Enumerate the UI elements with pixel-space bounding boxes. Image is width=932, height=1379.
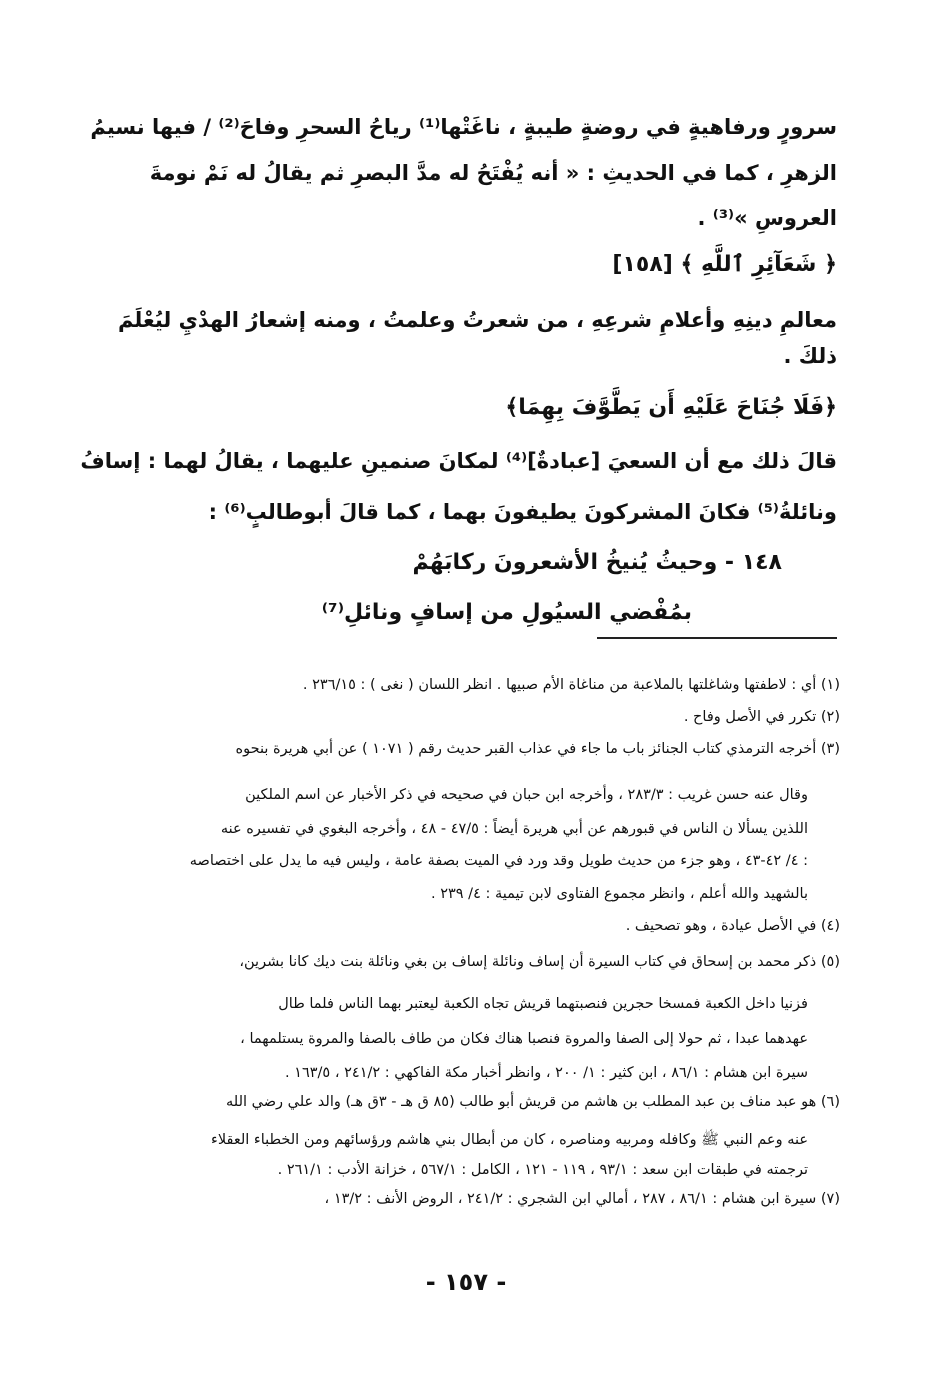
poem-verse-1: ١٤٨ - وحيثُ يُنيخُ الأشعرونَ ركابَهُمْ — [412, 550, 782, 575]
footnote-3-cont-4: بالشهيد والله أعلم ، وانظر مجموع الفتاوى لابن تيمية : ٤/ ٢٣٩ . — [430, 886, 808, 902]
body-line-1: سرورٍ ورفاهيةٍ في روضةٍ طيبةٍ ، ناغَتْها⁽¹⁾ رياحُ السحرِ وفاحَ⁽²⁾ / فيها نسيمُ — [90, 115, 837, 139]
footnote-1: (١) أي : لاطفتها وشاغلتها بالملاعبة من مناغاة الأم صبيها . انظر اللسان ( نغى ) : ٢٣٦/١٥ . — [302, 677, 840, 693]
footnote-5: (٥) ذكر محمد بن إسحاق في كتاب السيرة أن إساف ونائلة إساف بن بغي ونائلة بنت ديك كانا بشرين، — [239, 954, 840, 970]
footnote-5-cont-1: فزنيا داخل الكعبة فمسخا حجرين فنصبتهما قريش تجاه الكعبة ليعتبر بهما الناس فلما طال — [278, 996, 808, 1012]
footnote-3-cont-3: : ٤/ ٤٢-٤٣ ، وهو جزء من حديث طويل وقد ورد في الميت بصفة عامة ، وليس فيه ما يدل على اختصاصه — [189, 853, 808, 869]
body-line-3: العروسِ »⁽³⁾ . — [697, 206, 837, 230]
footnote-3-cont-1: وقال عنه حسن غريب : ٢٨٣/٣ ، وأخرجه ابن حبان في صحيحه في ذكر الأخبار عن اسم الملكين — [245, 787, 808, 803]
footnote-divider — [597, 637, 837, 639]
footnote-3-cont-2: اللذين يسألا ن الناس في قبورهم عن أبي هريرة أيضاً : ٤٧/٥ - ٤٨ ، وأخرجه البغوي في تفسيره عنه — [220, 821, 808, 837]
quran-heading-2: ﴿فَلَا جُنَاحَ عَلَيْهِ أَن يَطَّوَّفَ بِهِمَا﴾ — [505, 395, 837, 420]
poem-verse-2: بمُفْضي السيُولِ من إسافٍ ونائلِ⁽⁷⁾ — [321, 600, 692, 625]
body-line-2: الزهرِ ، كما في الحديثِ : « أنه يُفْتَحُ له مدَّ البصرِ ثم يقالُ له نَمْ نومةَ — [149, 161, 837, 185]
footnote-6-cont-2: ترجمته في طبقات ابن سعد : ٩٣/١ ، ١١٩ - ١٢١ ، الكامل : ٥٦٧/١ ، خزانة الأدب : ٢٦١/١ . — [277, 1162, 808, 1178]
footnote-6-cont-1: عنه وعم النبي ﷺ وكافله ومربيه ومناصره ، كان من أبطال بني هاشم ورؤسائهم ومن الخطباء العقلاء — [211, 1132, 808, 1148]
body-line-9: ونائلةُ⁽⁵⁾ فكانَ المشركونَ يطيفونَ بهما ، كما قالَ أبوطالبٍ⁽⁶⁾ : — [208, 500, 837, 524]
page-number: - ١٥٧ - — [425, 1268, 507, 1296]
footnote-4: (٤) في الأصل عيادة ، وهو تصحيف . — [625, 918, 840, 934]
body-line-5: معالمِ دينِهِ وأعلامِ شرعِهِ ، من شعرتُ وعلمتُ ، ومنه إشعارُ الهدْيِ ليُعْلَمَ — [117, 308, 837, 332]
body-line-8: قالَ ذلك مع أن السعيَ [عبادةٌ]⁽⁴⁾ لمكانَ صنمينِ عليهما ، يقالُ لهما : إسافُ — [80, 449, 837, 473]
quran-heading-1: ﴿ شَعَآئِرِ ٱللَّهِ ﴾ [١٥٨] — [612, 252, 837, 277]
footnote-5-cont-3: سيرة ابن هشام : ٨٦/١ ، ابن كثير : ١/ ٢٠٠ ، وانظر أخبار مكة الفاكهي : ٢٤١/٢ ، ١٦٣/٥ . — [284, 1065, 808, 1081]
footnote-2: (٢) تكرر في الأصل وفاح . — [683, 709, 840, 725]
footnote-5-cont-2: عهدهما عبدا ، ثم حولا إلى الصفا والمروة فنصبا هناك فكان من طاف بالصفا والمروة يستلمهما ، — [240, 1031, 808, 1047]
body-line-6: ذلكَ . — [783, 344, 837, 368]
footnote-7: (٧) سيرة ابن هشام : ٨٦/١ ، ٢٨٧ ، أمالي ابن الشجري : ٢٤١/٢ ، الروض الأنف : ١٣/٢ ، — [324, 1191, 840, 1207]
footnote-6: (٦) هو عبد مناف بن عبد المطلب بن هاشم من قريش أبو طالب (٨٥ ق هـ - ٣ق هـ) والد علي رضي الله — [226, 1094, 840, 1110]
footnote-3: (٣) أخرجه الترمذي كتاب الجنائز باب ما جاء في عذاب القبر حديث رقم ( ١٠٧١ ) عن أبي هريرة بنحوه — [235, 741, 840, 757]
